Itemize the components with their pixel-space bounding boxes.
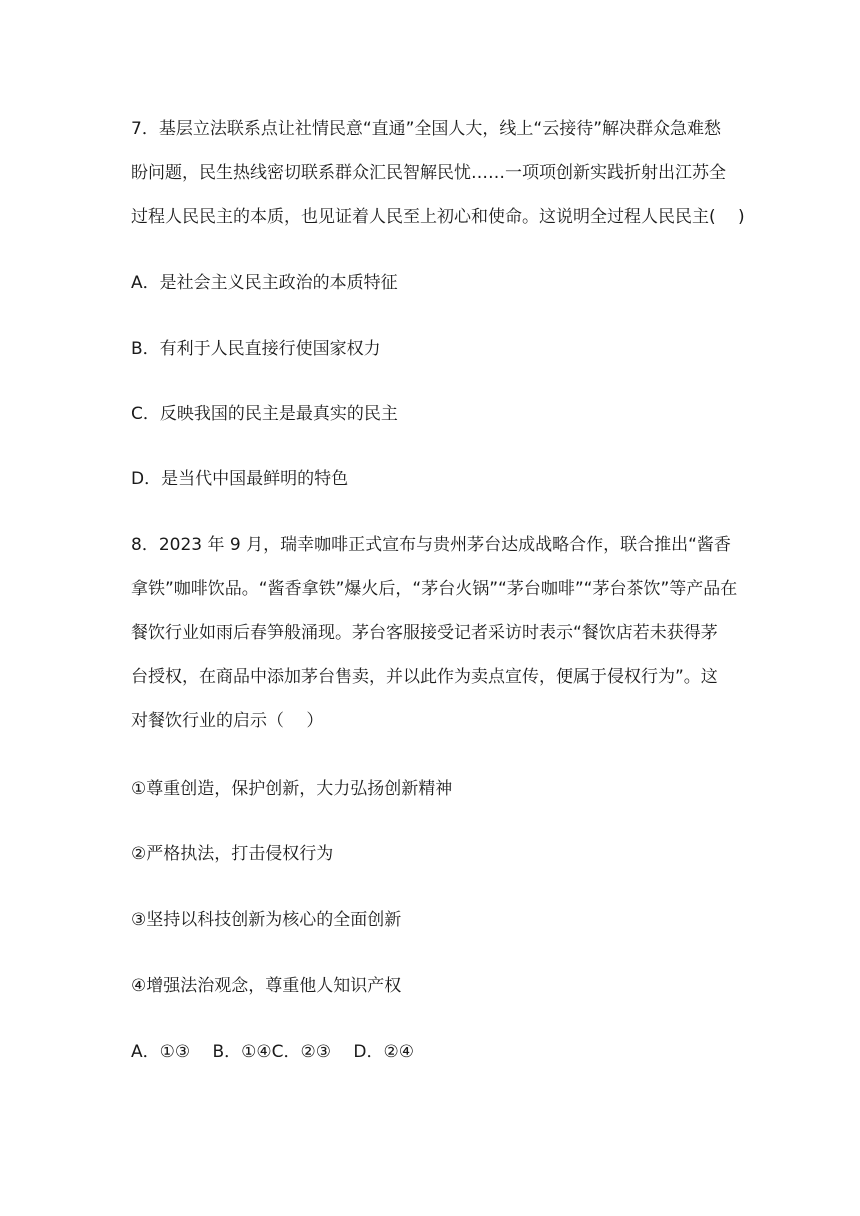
question-7-stem-line-3: 过程人民民主的本质，也见证着人民至上初心和使命。这说明全过程人民民主( ) (131, 207, 745, 227)
question-8-stem-line-4: 台授权，在商品中添加茅台售卖，并以此作为卖点宣传，便属于侵权行为”。这 (131, 667, 718, 687)
question-8-statement-2: ②严格执法，打击侵权行为 (131, 844, 334, 864)
question-7-option-c: C．反映我国的民主是最真实的民主 (131, 404, 398, 424)
question-8-statement-1: ①尊重创造，保护创新，大力弘扬创新精神 (131, 779, 453, 799)
question-8-stem-line-1: 8．2023 年 9 月，瑞幸咖啡正式宣布与贵州茅台达成战略合作，联合推出“酱香 (131, 535, 731, 555)
question-8-stem-line-5: 对餐饮行业的启示（ ） (131, 711, 324, 731)
question-8-answer-options: A．①③ B．①④C．②③ D．②④ (131, 1042, 414, 1062)
question-7-stem-line-1: 7．基层立法联系点让社情民意“直通”全国人大，线上“云接待”解决群众急难愁 (131, 119, 722, 139)
question-7-stem-line-2: 盼问题，民生热线密切联系群众汇民智解民忧……一项项创新实践折射出江苏全 (131, 163, 726, 183)
question-8-statement-3: ③坚持以科技创新为核心的全面创新 (131, 910, 402, 930)
question-8-statement-4: ④增强法治观念，尊重他人知识产权 (131, 976, 402, 996)
question-7-option-d: D．是当代中国最鲜明的特色 (131, 469, 349, 489)
question-7-option-a: A．是社会主义民主政治的本质特征 (131, 273, 398, 293)
question-8-stem-line-3: 餐饮行业如雨后春笋般涌现。茅台客服接受记者采访时表示“餐饮店若未获得茅 (131, 623, 718, 643)
question-8-stem-line-2: 拿铁”咖啡饮品。“酱香拿铁”爆火后，“茅台火锅”“茅台咖啡”“茅台茶饮”等产品在 (131, 579, 738, 599)
question-7-option-b: B．有利于人民直接行使国家权力 (131, 339, 381, 359)
